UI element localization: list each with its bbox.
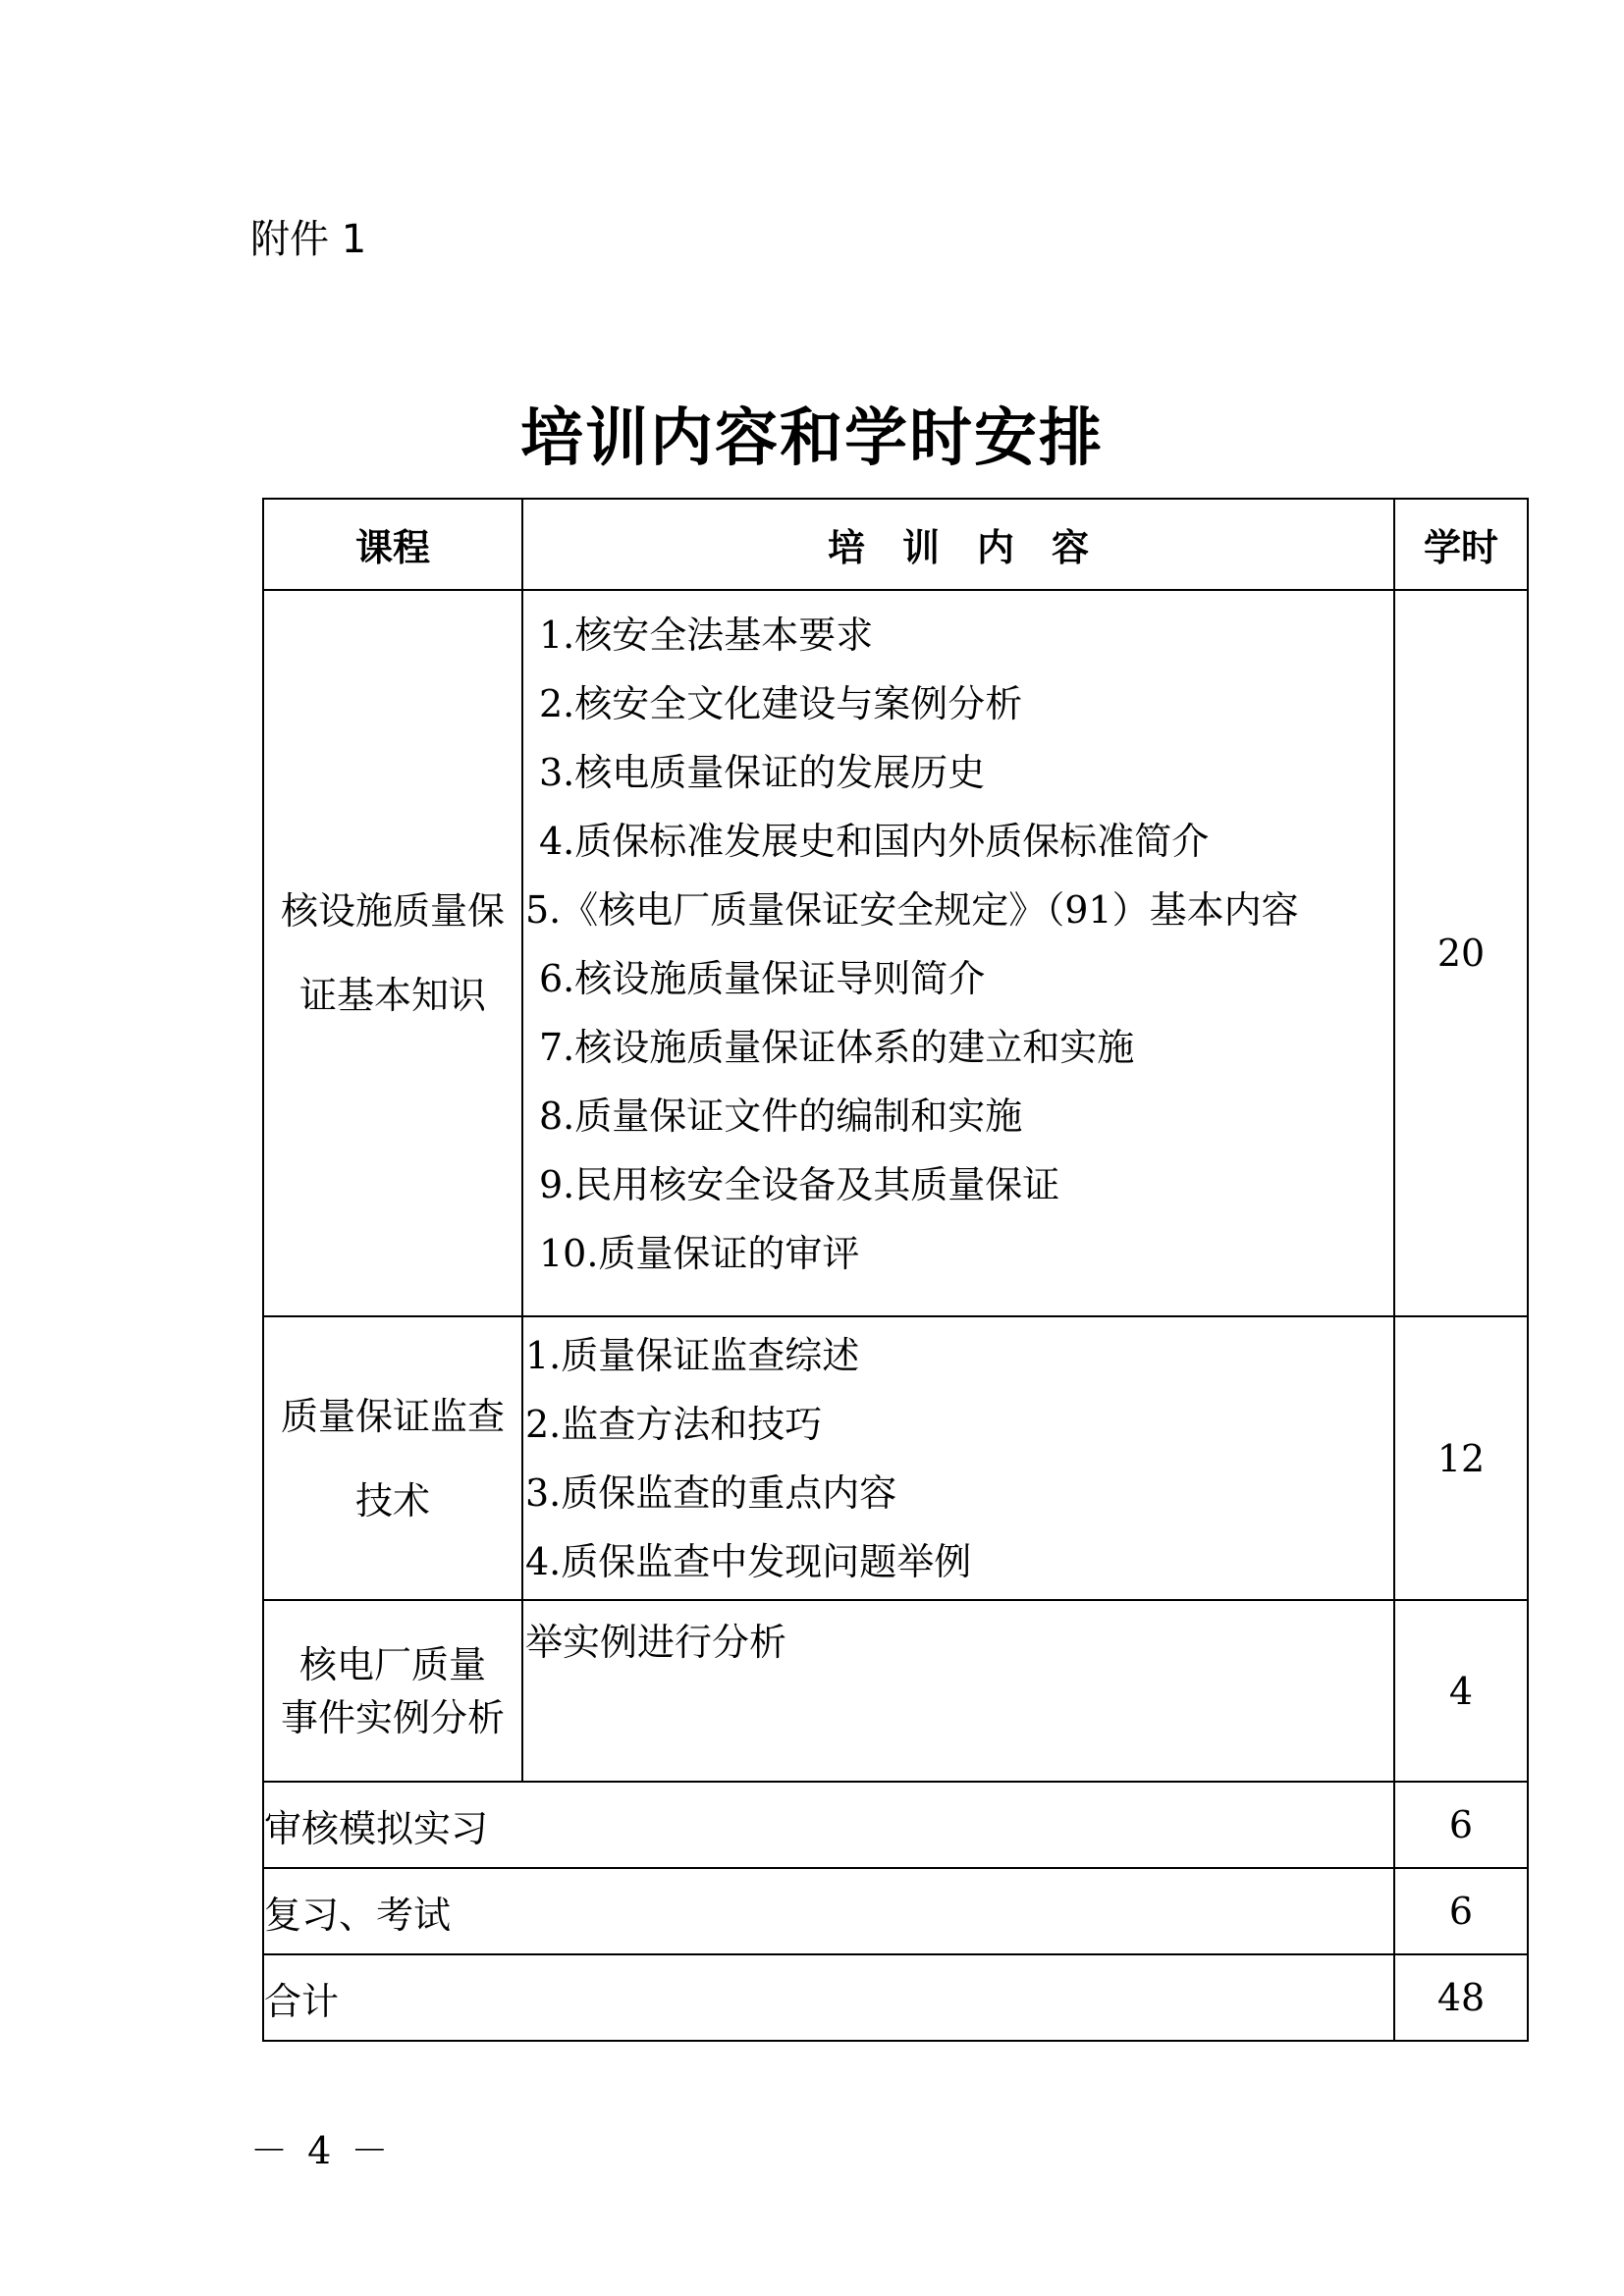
content-cell bbox=[522, 1316, 1394, 1600]
content-item: 4.质保监查中发现问题举例 bbox=[525, 1540, 972, 1583]
hours-cell: 12 bbox=[1394, 1316, 1528, 1600]
page-number: － 4 － bbox=[250, 2129, 389, 2172]
attachment-label: 附件 1 bbox=[250, 217, 367, 262]
summary-row bbox=[263, 1782, 1528, 1868]
content-item: 7.核设施质量保证体系的建立和实施 bbox=[539, 1026, 1135, 1069]
content-item: 9.民用核安全设备及其质量保证 bbox=[539, 1163, 1060, 1206]
summary-label: 合计 bbox=[263, 1954, 1394, 2041]
content-item: 举实例进行分析 bbox=[525, 1621, 787, 1664]
total-row bbox=[263, 1954, 1528, 2041]
hours-cell: 48 bbox=[1394, 1954, 1528, 2041]
table-row bbox=[263, 1316, 1528, 1600]
course-name-line: 技术 bbox=[354, 1478, 430, 1522]
course-cell bbox=[263, 590, 522, 1316]
page-title: 培训内容和学时安排 bbox=[520, 402, 1104, 475]
course-name-line: 质量保证监查 bbox=[280, 1394, 505, 1438]
course-cell bbox=[263, 1316, 522, 1600]
hours-cell: 20 bbox=[1394, 590, 1528, 1316]
header-course: 课程 bbox=[263, 499, 522, 590]
hours-cell: 6 bbox=[1394, 1868, 1528, 1954]
content-item: 4.质保标准发展史和国内外质保标准简介 bbox=[539, 820, 1210, 863]
header-hours: 学时 bbox=[1394, 499, 1528, 590]
content-item: 1.核安全法基本要求 bbox=[539, 614, 874, 657]
table-row bbox=[263, 590, 1528, 1316]
content-item: 10.质量保证的审评 bbox=[539, 1232, 860, 1275]
hours-cell: 6 bbox=[1394, 1782, 1528, 1868]
content-item: 8.质量保证文件的编制和实施 bbox=[539, 1095, 1023, 1138]
content-item: 1.质量保证监查综述 bbox=[525, 1334, 860, 1377]
summary-label: 复习、考试 bbox=[263, 1868, 1394, 1954]
header-content: 培训内容 bbox=[522, 499, 1394, 590]
course-name-line: 核电厂质量 bbox=[298, 1642, 486, 1686]
summary-label: 审核模拟实习 bbox=[263, 1782, 1394, 1868]
summary-row bbox=[263, 1868, 1528, 1954]
content-item: 5.《核电厂质量保证安全规定》（91）基本内容 bbox=[525, 888, 1299, 932]
content-item: 6.核设施质量保证导则简介 bbox=[539, 957, 986, 1000]
hours-cell: 4 bbox=[1394, 1600, 1528, 1782]
content-item: 2.核安全文化建设与案例分析 bbox=[539, 682, 1023, 725]
course-name-line: 事件实例分析 bbox=[280, 1695, 505, 1739]
content-cell bbox=[522, 590, 1394, 1316]
course-name-line: 证基本知识 bbox=[298, 974, 486, 1017]
content-cell bbox=[522, 1600, 1394, 1782]
schedule-table bbox=[262, 498, 1529, 2042]
content-item: 3.核电质量保证的发展历史 bbox=[539, 751, 986, 794]
course-cell bbox=[263, 1600, 522, 1782]
table-header-row bbox=[263, 499, 1528, 590]
content-item: 2.监查方法和技巧 bbox=[525, 1403, 823, 1446]
course-name-line: 核设施质量保 bbox=[280, 889, 505, 933]
content-item: 3.质保监查的重点内容 bbox=[525, 1471, 897, 1515]
table-row bbox=[263, 1600, 1528, 1782]
